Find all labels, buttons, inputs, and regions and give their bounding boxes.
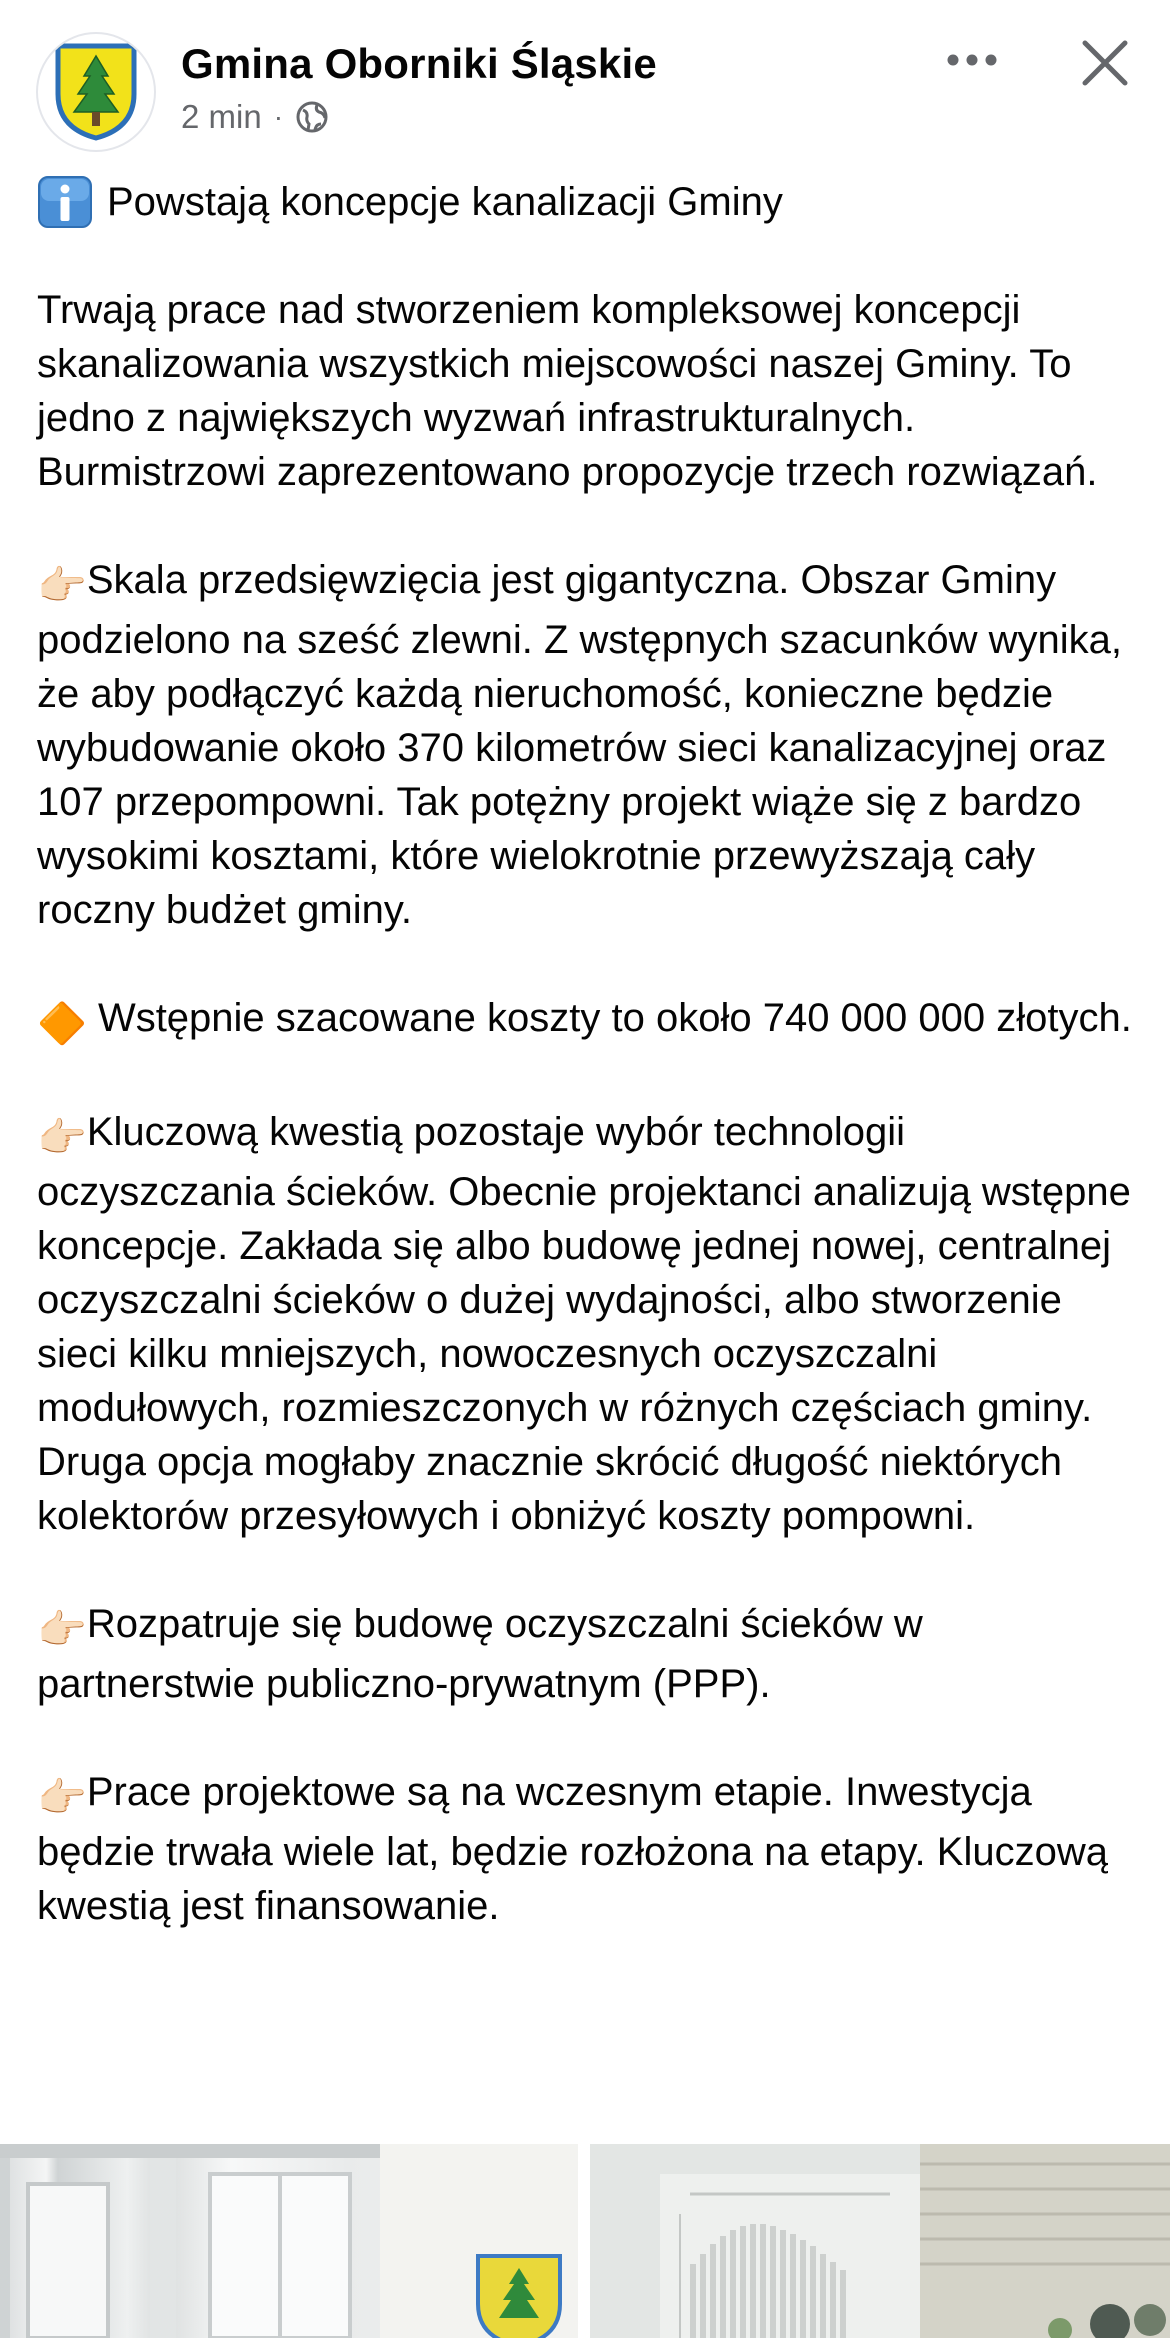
post-meta xyxy=(181,98,329,136)
page-name[interactable]: Gmina Oborniki Śląskie xyxy=(181,40,657,87)
page-avatar[interactable] xyxy=(36,32,156,152)
close-icon xyxy=(1081,39,1129,87)
paragraph-costs xyxy=(37,991,1147,1051)
paragraph-stage xyxy=(37,1765,1147,1933)
close-button[interactable] xyxy=(1076,34,1134,92)
photo-2[interactable] xyxy=(590,2144,1170,2338)
paragraph-scale xyxy=(37,553,1147,937)
paragraph-costs-text: Wstępnie szacowane koszty to około 740 000 000 złotych. xyxy=(97,996,1132,1040)
paragraph-scale-text: Skala przedsięwzięcia jest gigantyczna. Obszar Gminy podzielono na sześć zlewni. Z wstępnych szacunków wynika, że aby podłączyć każdą nieruchomość, konieczne będzie wybudowanie około 370 kilometrów sieci kanalizacyjnej oraz 107 przepompowni. Tak potężny projekt wiąże się z bardzo wysokimi kosztami, które wielokrotnie przewyższają cały roczny budżet gminy. xyxy=(37,558,1122,932)
presentation-chart-photo xyxy=(590,2144,1170,2338)
paragraph-ppp xyxy=(37,1597,1147,1711)
more-options-button[interactable] xyxy=(940,28,1004,92)
post-photos xyxy=(0,2144,1170,2338)
paragraph-technology xyxy=(37,1105,1147,1543)
photo-1[interactable] xyxy=(0,2144,578,2338)
more-horizontal-icon xyxy=(946,53,998,67)
info-icon xyxy=(37,175,93,229)
meta-separator: · xyxy=(273,101,284,132)
paragraph-stage-text: Prace projektowe są na wczesnym etapie. Inwestycja będzie trwała wiele lat, będzie rozłożona na etapy. Kluczową kwestią jest finansowanie. xyxy=(37,1770,1108,1928)
pointing-hand-icon: 👉🏻 xyxy=(37,1116,87,1160)
pointing-hand-icon: 👉🏻 xyxy=(37,1608,87,1652)
post-header xyxy=(0,0,1170,170)
paragraph-intro: Trwają prace nad stworzeniem kompleksowej koncepcji skanalizowania wszystkich miejscowości naszej Gminy. To jedno z największych wyzwań infrastrukturalnych. Burmistrzowi zaprezentowano propozycje trzech rozwiązań. xyxy=(37,288,1098,494)
tree-coat-of-arms-icon xyxy=(54,42,138,142)
paragraph-technology-text: Kluczową kwestią pozostaje wybór technologii oczyszczania ścieków. Obecnie projektanci analizują wstępne koncepcje. Zakłada się albo budowę jednej nowej, centralnej oczyszczalni ścieków o dużej wydajności, albo stworzenie sieci kilku mniejszych, nowoczesnych oczyszczalni modułowych, rozmieszczonych w różnych częściach gminy. Druga opcja mogłaby znacznie skrócić długość niektórych kolektorów przesyłowych i obniżyć koszty pompowni. xyxy=(37,1110,1131,1538)
coat-of-arms-photo xyxy=(0,2144,578,2338)
post-text xyxy=(37,175,1147,1933)
pointing-hand-icon: 👉🏻 xyxy=(37,1776,87,1820)
post-title: Powstają koncepcje kanalizacji Gminy xyxy=(107,180,783,224)
post-time[interactable]: 2 min xyxy=(181,98,262,135)
pointing-hand-icon: 👉🏻 xyxy=(37,564,87,608)
globe-icon xyxy=(295,100,329,134)
orange-diamond-icon: 🔶 xyxy=(37,1002,87,1046)
post-title-line xyxy=(37,175,1147,229)
paragraph-ppp-text: Rozpatruje się budowę oczyszczalni ścieków w partnerstwie publiczno-prywatnym (PPP). xyxy=(37,1602,923,1706)
